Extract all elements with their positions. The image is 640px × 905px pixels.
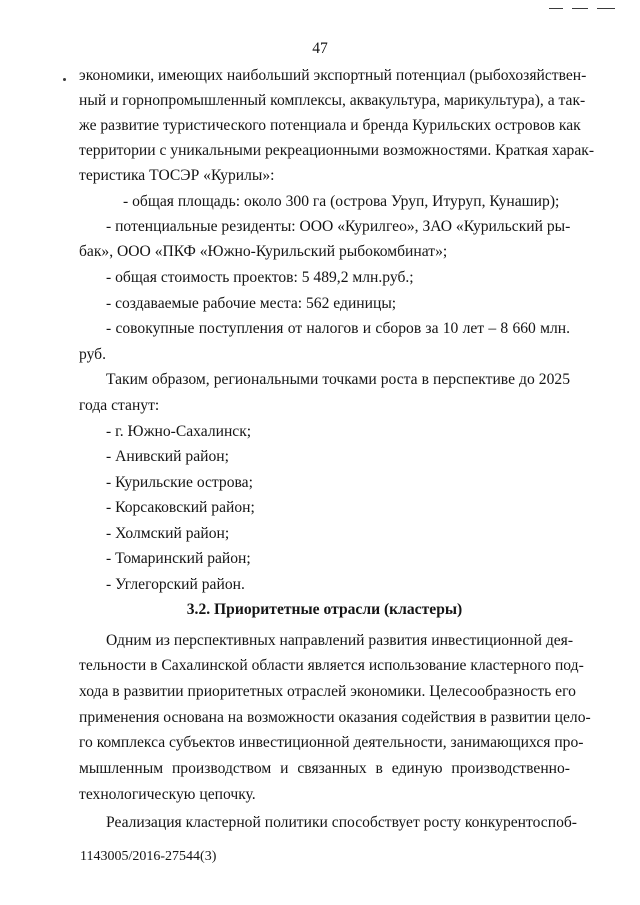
text-line: руб. — [79, 346, 107, 363]
header-dash-mark — [572, 8, 588, 9]
text-line: мышленным производством и связанных в единую производственно- — [79, 760, 570, 777]
header-dash-mark — [549, 8, 563, 9]
text-line: хода в развитии приоритетных отраслей экономики. Целесообразность его — [79, 683, 576, 700]
list-item: - Холмский район; — [106, 525, 230, 542]
margin-dot-mark — [63, 78, 66, 81]
text-line: ный и горнопромышленный комплексы, аквакультура, марикультура), а так- — [79, 92, 586, 109]
list-item: - Анивский район; — [106, 448, 229, 465]
list-item: - г. Южно-Сахалинск; — [106, 423, 252, 440]
text-line: экономики, имеющих наибольший экспортный потенциал (рыбохозяйствен- — [79, 67, 587, 84]
text-line: технологическую цепочку. — [79, 786, 256, 803]
text-line: бак», ООО «ПКФ «Южно-Курильский рыбокомбинат»; — [79, 243, 448, 260]
list-item: - потенциальные резиденты: ООО «Курилгео», ЗАО «Курильский ры- — [106, 218, 571, 235]
list-item: - Корсаковский район; — [106, 499, 255, 516]
document-code: 1143005/2016-27544(3) — [80, 849, 217, 864]
text-line: же развитие туристического потенциала и бренда Курильских островов как — [79, 117, 581, 134]
page-number: 47 — [312, 40, 328, 57]
list-item: - общая площадь: около 300 га (острова Уруп, Итуруп, Кунашир); — [123, 193, 560, 210]
text-line: года станут: — [79, 397, 160, 414]
list-item: - совокупные поступления от налогов и сборов за 10 лет – 8 660 млн. — [106, 320, 570, 337]
text-line: го комплекса субъектов инвестиционной деятельности, занимающихся про- — [79, 734, 584, 751]
list-item: - создаваемые рабочие места: 562 единицы; — [106, 295, 397, 312]
list-item: - Курильские острова; — [106, 474, 253, 491]
list-item: - Томаринский район; — [106, 550, 251, 567]
section-heading: 3.2. Приоритетные отрасли (кластеры) — [186, 601, 463, 618]
header-dash-mark — [597, 8, 615, 9]
text-line: тельности в Сахалинской области является использование кластерного под- — [79, 657, 584, 674]
text-line: территории с уникальными рекреационными возможностями. Краткая харак- — [79, 142, 595, 159]
list-item: - общая стоимость проектов: 5 489,2 млн.руб.; — [106, 269, 414, 286]
text-line: Одним из перспективных направлений развития инвестиционной дея- — [106, 632, 574, 649]
text-line: применения основана на возможности оказания содействия в развитии цело- — [79, 709, 591, 726]
list-item: - Углегорский район. — [106, 576, 245, 593]
text-line: Реализация кластерной политики способствует росту конкурентоспоб- — [106, 814, 577, 831]
text-line: Таким образом, региональными точками роста в перспективе до 2025 — [106, 371, 570, 388]
text-line: теристика ТОСЭР «Курилы»: — [79, 167, 275, 184]
